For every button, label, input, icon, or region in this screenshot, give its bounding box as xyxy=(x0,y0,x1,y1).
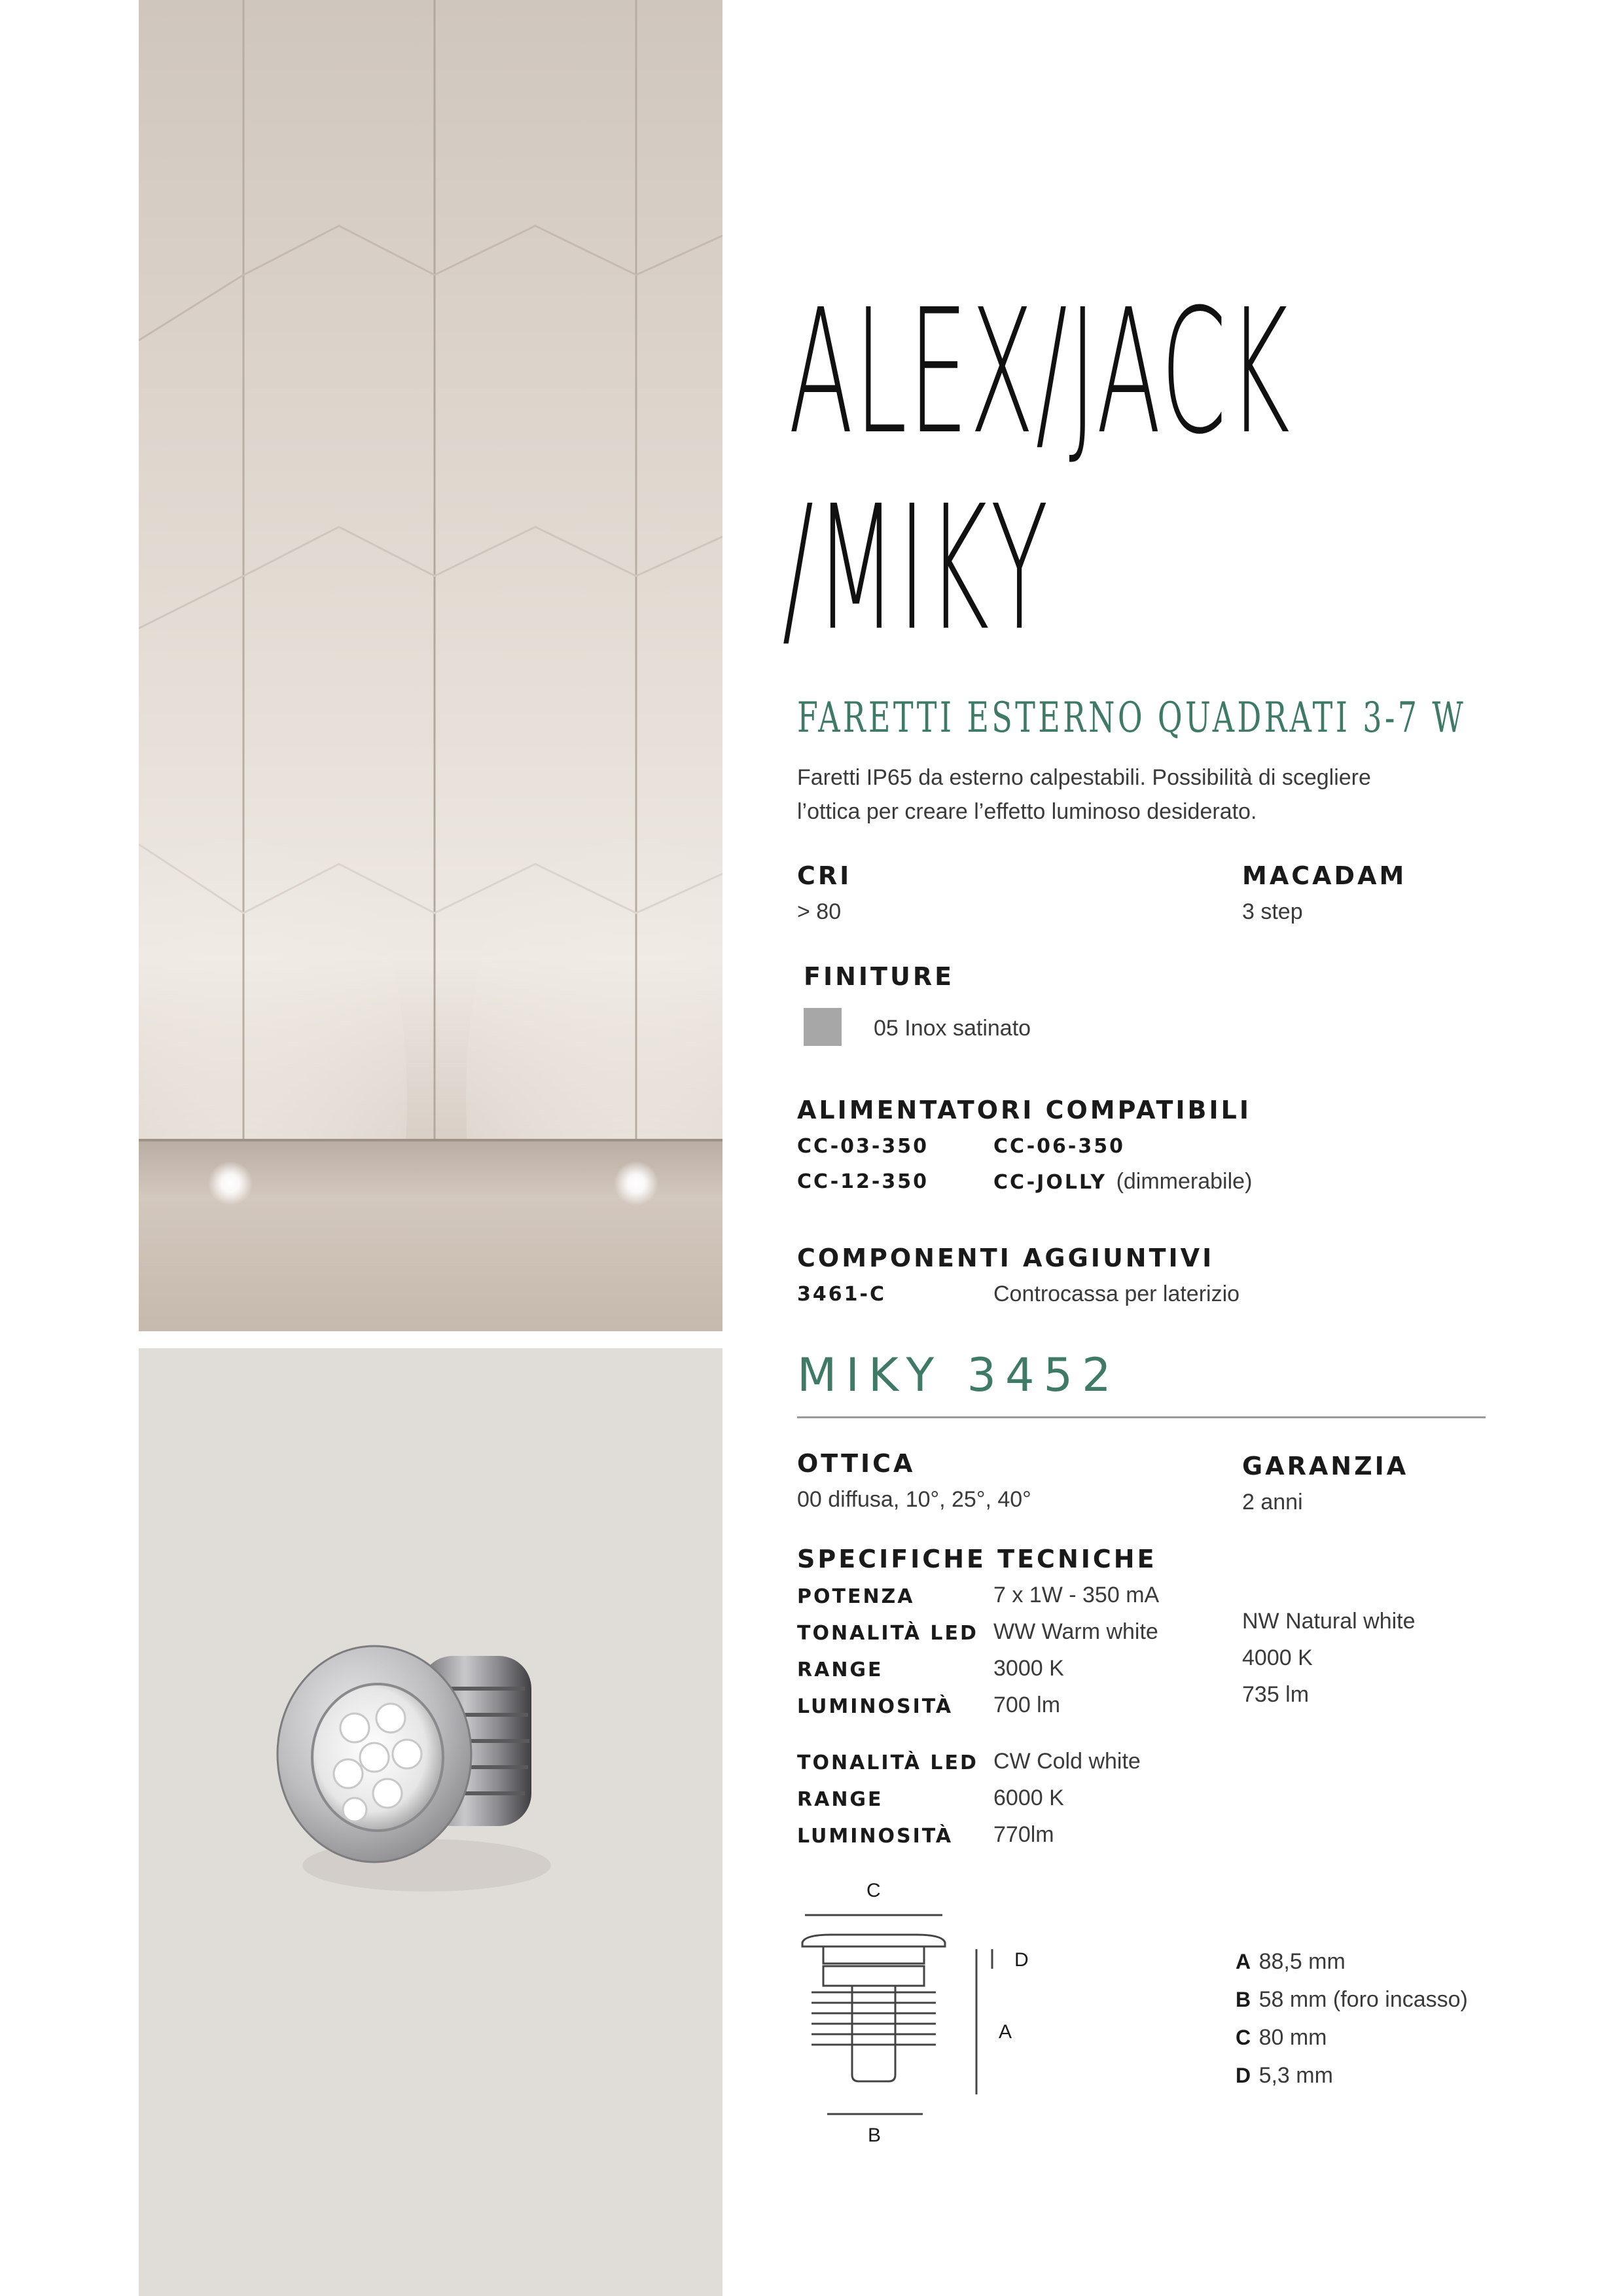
driver-cc-jolly: CC-JOLLY xyxy=(993,1171,1107,1194)
dimension-key-a: A xyxy=(1236,1950,1251,1973)
tonalita-cw-label: TONALITÀ LED xyxy=(797,1751,978,1774)
lum-ww-value: 700 lm xyxy=(993,1693,1061,1717)
product-title-line1: ALEX/JACK xyxy=(789,272,1292,472)
macadam-label: MACADAM xyxy=(1242,861,1407,890)
product-title-line2: /MIKY xyxy=(782,469,1050,668)
product-subtitle: FARETTI ESTERNO QUADRATI 3-7 W xyxy=(797,694,1467,742)
dimension-list xyxy=(1236,1949,1468,2101)
dimension-row-d xyxy=(1236,2063,1468,2101)
diagram-label-a: A xyxy=(999,2021,1012,2043)
wall-uplight-illustration xyxy=(139,0,722,1331)
tonalita-cw-value: CW Cold white xyxy=(993,1749,1141,1774)
cri-label: CRI xyxy=(797,861,852,890)
finish-swatch-inox xyxy=(804,1008,842,1046)
dimension-value-d: 5,3 mm xyxy=(1258,2063,1333,2088)
model-divider xyxy=(797,1416,1486,1418)
componente-desc: Controcassa per laterizio xyxy=(993,1282,1240,1306)
model-name: MIKY 3452 xyxy=(797,1348,1120,1402)
description-line2: l’ottica per creare l’effetto luminoso desiderato. xyxy=(797,799,1257,824)
dimension-key-c: C xyxy=(1236,2026,1251,2049)
ottica-value: 00 diffusa, 10°, 25°, 40° xyxy=(797,1487,1031,1512)
potenza-value: 7 x 1W - 350 mA xyxy=(993,1583,1160,1607)
dimension-row-b xyxy=(1236,1987,1468,2025)
dimension-value-c: 80 mm xyxy=(1258,2025,1327,2050)
range-nw-value: 4000 K xyxy=(1242,1645,1313,1670)
spotlight-product-image xyxy=(139,1348,722,2296)
diagram-label-b: B xyxy=(868,2125,882,2146)
potenza-label: POTENZA xyxy=(797,1585,915,1608)
cri-value: > 80 xyxy=(797,899,842,924)
dimension-drawing xyxy=(785,1872,1060,2160)
dimension-row-a xyxy=(1236,1949,1468,1987)
dimension-key-d: D xyxy=(1236,2064,1251,2087)
product-description xyxy=(797,761,1517,829)
diagram-label-d: D xyxy=(1014,1949,1029,1971)
driver-cc-03-350: CC-03-350 xyxy=(797,1135,929,1158)
driver-cc-12-350: CC-12-350 xyxy=(797,1170,929,1193)
lum-cw-value: 770lm xyxy=(993,1822,1054,1847)
range-ww-label: RANGE xyxy=(797,1659,883,1681)
driver-jolly-note: (dimmerabile) xyxy=(1116,1169,1253,1194)
range-ww-value: 3000 K xyxy=(993,1656,1064,1681)
diagram-label-c: C xyxy=(866,1880,881,1901)
range-cw-value: 6000 K xyxy=(993,1785,1064,1810)
driver-cc-jolly-row xyxy=(993,1169,1252,1194)
range-cw-label: RANGE xyxy=(797,1788,883,1811)
product-photo xyxy=(139,1348,722,2296)
lum-cw-label: LUMINOSITÀ xyxy=(797,1825,954,1848)
garanzia-label: GARANZIA xyxy=(1242,1452,1409,1480)
dimension-value-a: 88,5 mm xyxy=(1258,1949,1346,1974)
dimension-key-b: B xyxy=(1236,1988,1251,2011)
macadam-value: 3 step xyxy=(1242,899,1303,924)
garanzia-value: 2 anni xyxy=(1242,1490,1303,1515)
description-line1: Faretti IP65 da esterno calpestabili. Possibilità di scegliere xyxy=(797,765,1371,790)
lum-ww-label: LUMINOSITÀ xyxy=(797,1695,954,1718)
lum-nw-value: 735 lm xyxy=(1242,1682,1310,1707)
ambient-photo xyxy=(139,0,722,1331)
tonalita-ww-label: TONALITÀ LED xyxy=(797,1622,978,1645)
dimension-value-b: 58 mm (foro incasso) xyxy=(1258,1987,1468,2012)
specifiche-label: SPECIFICHE TECNICHE xyxy=(797,1545,1157,1573)
componenti-label: COMPONENTI AGGIUNTIVI xyxy=(797,1244,1215,1272)
tonalita-ww-value: WW Warm white xyxy=(993,1619,1158,1644)
driver-cc-06-350: CC-06-350 xyxy=(993,1135,1125,1158)
alimentatori-label: ALIMENTATORI COMPATIBILI xyxy=(797,1096,1251,1124)
ottica-label: OTTICA xyxy=(797,1449,916,1478)
finiture-label: FINITURE xyxy=(804,962,955,991)
finish-item: 05 Inox satinato xyxy=(874,1016,1031,1041)
dimension-row-c xyxy=(1236,2025,1468,2063)
componente-code: 3461-C xyxy=(797,1283,886,1306)
tonalita-nw-value: NW Natural white xyxy=(1242,1609,1416,1634)
